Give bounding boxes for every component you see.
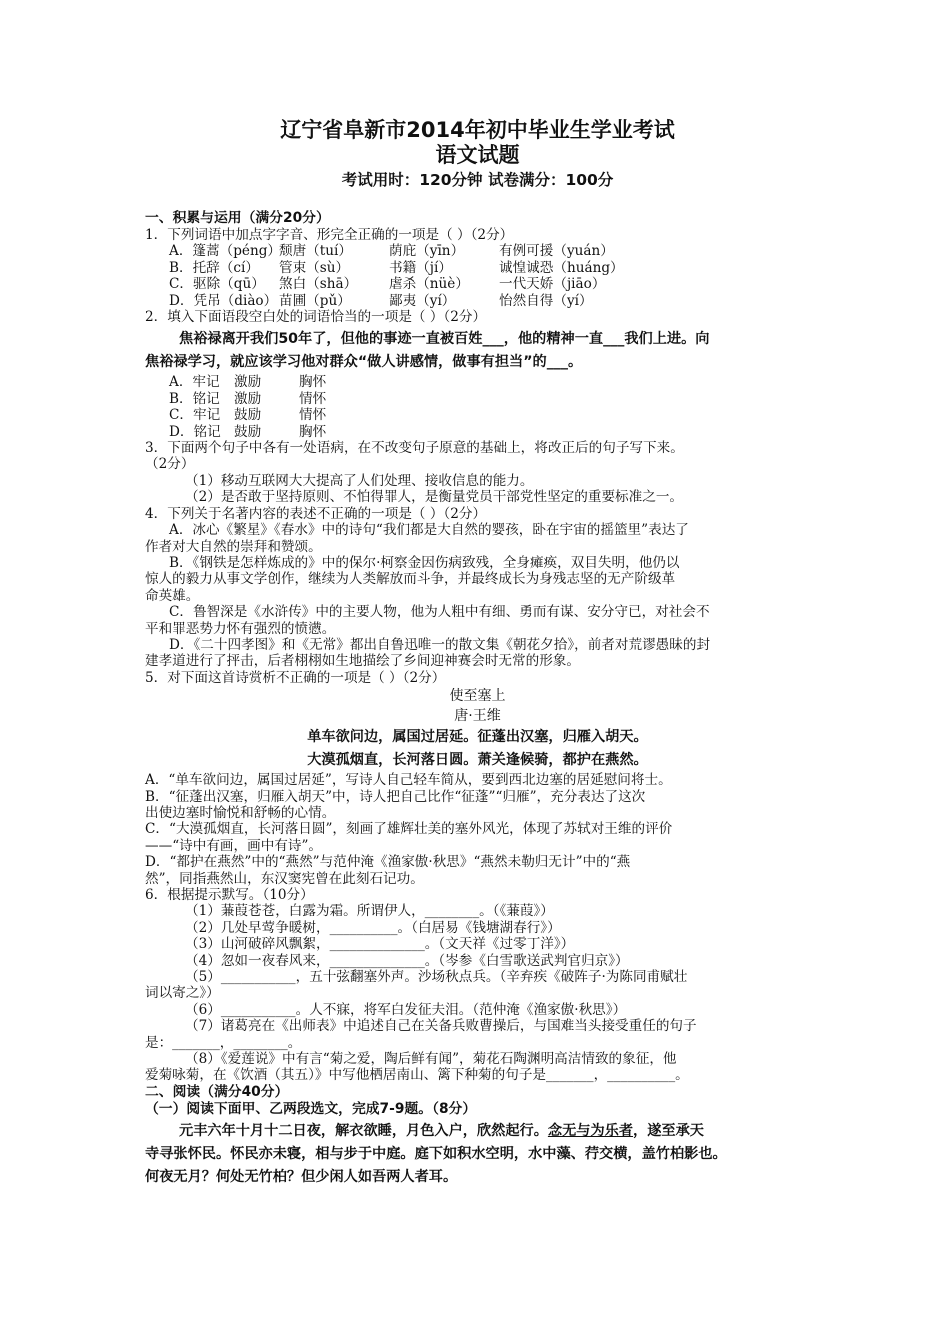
question-4-stem: 4．下列关于名著内容的表述不正确的一项是（ ）（2分） xyxy=(145,505,487,522)
q1-option-a xyxy=(145,243,810,259)
question-6-stem: 6．根据提示默写。（10分） xyxy=(145,887,314,903)
poem-line-2: 大漠孤烟直，长河落日圆。萧关逢候骑，都护在燕然。 xyxy=(307,752,648,769)
q2-a-2: 激励 xyxy=(234,374,262,391)
reading-passage-line-3: 何夜无月？何处无竹柏？但少闲人如吾两人者耳。 xyxy=(145,1168,458,1185)
section-2-heading: 二、阅读（满分40分） xyxy=(145,1083,289,1100)
q2-d-3: 胸怀 xyxy=(299,423,327,440)
q2-b-3: 情怀 xyxy=(299,390,327,407)
exam-meta: 考试用时：120分钟 试卷满分：100分 xyxy=(341,171,614,189)
section-heading: 一、积累与运用（满分20分） xyxy=(145,210,330,226)
q1-c-1: C．驱除（qū） xyxy=(169,276,265,293)
q3-sentence-1: （1）移动互联网大大提高了人们处理、接收信息的能力。 xyxy=(185,472,534,489)
q2-b-1: B．铭记 xyxy=(169,390,220,407)
q2-c-2: 鼓励 xyxy=(234,407,262,424)
q5-option-c-line-2: ——“诗中有画，画中有诗”。 xyxy=(145,837,323,854)
q1-option-d xyxy=(145,293,810,309)
q1-a-3: 荫庇（yīn） xyxy=(389,243,465,260)
question-3-stem: 3．下面两个句子中各有一处语病，在不改变句子原意的基础上，将改正后的句子写下来。 xyxy=(145,440,684,457)
q6-item-8-line-1: （8）《爱莲说》中有言“菊之爱，陶后鲜有闻”，菊花石陶渊明高洁情致的象征，他 xyxy=(185,1051,677,1068)
q5-option-b-line-1: B．“征蓬出汉塞，归雁入胡天”中，诗人把自己比作“征蓬”“归雁”，充分表达了这次 xyxy=(145,788,646,805)
q2-c-3: 情怀 xyxy=(299,407,327,424)
q2-option-d xyxy=(145,424,810,440)
q1-b-4: 诚惶诚恐（huáng） xyxy=(499,259,624,276)
q5-option-b-line-2: 出使边塞时愉悦和舒畅的心情。 xyxy=(145,804,336,821)
q1-b-3: 书籍（jí） xyxy=(389,259,452,276)
q4-option-c-line-2: 平和罪恶势力怀有强烈的愤懑。 xyxy=(145,620,336,637)
q3-sentence-2: （2）是否敢于坚持原则、不怕得罪人，是衡量党员干部党性坚定的重要标准之一。 xyxy=(185,489,684,506)
q6-item-7-line-1: （7）诸葛亮在《出师表》中追述自己在关备兵败曹操后，与国难当头接受重任的句子 xyxy=(185,1018,697,1035)
q5-option-d-line-1: D．“都护在燕然”中的“燕然”与范仲淹《渔家傲·秋思》“燕然未勒归无计”中的“燕 xyxy=(145,854,631,871)
q6-item-1: （1）蒹葭苍苍，白露为霜。所谓伊人，________。（《蒹葭》） xyxy=(185,903,554,920)
q1-b-1: B．托辞（cí） xyxy=(169,259,259,276)
q5-option-a: A．“单车欲问边，属国过居延”，写诗人自己轻车简从，要到西北边塞的居延慰问将士。 xyxy=(145,772,672,789)
q6-item-5-line-2: 词以寄之》） xyxy=(145,985,220,1002)
q1-a-4: 有例可援（yuán） xyxy=(499,243,614,260)
question-1-stem: 1．下列词语中加点字字音、形完全正确的一项是（ ）（2分） xyxy=(145,227,514,243)
exam-subtitle: 语文试题 xyxy=(435,143,520,167)
q6-item-5-line-1: （5）___________，五十弦翻塞外声。沙场秋点兵。（辛弃疾《破阵子·为陈同甫赋壮 xyxy=(185,969,688,986)
q6-item-3: （3）山河破碎风飘絮，______________。（文天祥《过零丁洋》） xyxy=(185,936,575,953)
q4-option-a-line-2: 作者对大自然的崇拜和赞颂。 xyxy=(145,538,322,555)
reading-text-a: 元丰六年十月十二日夜，解衣欲睡，月色入户，欣然起行。 xyxy=(179,1122,548,1139)
exam-page xyxy=(145,118,810,1189)
q1-c-2: 煞白（shā） xyxy=(279,276,358,293)
q2-a-1: A．牢记 xyxy=(169,374,220,391)
q4-option-b-line-1: B．《钢铁是怎样炼成的》中的保尔·柯察金因伤病致残，全身瘫痪，双目失明，他仍以 xyxy=(169,554,680,571)
question-3-points: （2分） xyxy=(145,456,195,473)
poem-line-1: 单车欲问边，属国过居延。征蓬出汉塞，归雁入胡天。 xyxy=(307,729,648,746)
q2-option-c xyxy=(145,407,810,423)
q1-a-2: 颓唐（tuí） xyxy=(279,243,352,260)
q1-d-2: 苗圃（pǔ） xyxy=(279,292,351,309)
q2-option-a xyxy=(145,374,810,390)
q2-d-2: 鼓励 xyxy=(234,423,262,440)
q4-option-d-line-1: D．《二十四孝图》和《无常》都出自鲁迅唯一的散文集《朝花夕拾》，前者对荒谬愚昧的封 xyxy=(169,636,711,653)
reading-passage-line-2: 寺寻张怀民。怀民亦未寝，相与步于中庭。庭下如积水空明，水中藻、荇交横，盖竹柏影也。 xyxy=(145,1145,727,1162)
reading-text-b: ，遂至承天 xyxy=(633,1122,704,1139)
q4-option-a-line-1: A．冰心《繁星》《春水》中的诗句“我们都是大自然的婴孩，卧在宇宙的摇篮里”表达了 xyxy=(169,522,689,539)
q5-option-c-line-1: C．“大漠孤烟直，长河落日圆”，刻画了雄辉壮美的塞外风光，体现了苏轼对王维的评价 xyxy=(145,821,673,838)
exam-title: 辽宁省阜新市2014年初中毕业生学业考试 xyxy=(280,118,675,142)
reading-1-heading: （一）阅读下面甲、乙两段选文，完成7-9题。（8分） xyxy=(145,1100,477,1117)
q1-c-3: 虐杀（nüè） xyxy=(389,276,469,293)
q2-a-3: 胸怀 xyxy=(299,374,327,391)
q1-d-4: 怡然自得（yí） xyxy=(499,292,593,309)
question-2-stem: 2．填入下面语段空白处的词语恰当的一项是（ ）（2分） xyxy=(145,309,487,326)
reading-passage-line-1 xyxy=(145,1120,810,1143)
q4-option-b-line-3: 命英雄。 xyxy=(145,587,200,604)
q4-option-c-line-1: C．鲁智深是《水浒传》中的主要人物，他为人粗中有细、勇而有谋、安分守已，对社会不 xyxy=(169,604,710,621)
poem-title: 使至塞上 xyxy=(449,688,506,705)
q2-passage-line-1: 焦裕禄离开我们50年了，但他的事迹一直被百姓___，他的精神一直___我们上进。向 xyxy=(179,331,710,348)
q1-d-1: D．凭吊（diào） xyxy=(169,292,278,309)
q2-c-1: C．牢记 xyxy=(169,407,221,424)
question-5-stem: 5．对下面这首诗赏析不正确的一项是（ ）（2分） xyxy=(145,669,446,686)
q1-option-c xyxy=(145,276,810,292)
q1-a-1: A．篷蒿（péng） xyxy=(169,243,281,260)
underlined-phrase: 念无与为乐者 xyxy=(547,1122,634,1139)
q6-item-4: （4）忽如一夜春风来，______________。（岑参《白雪歌送武判官归京》） xyxy=(185,952,629,969)
q5-option-d-line-2: 然”，同指燕然山，东汉窦宪曾在此刻石记功。 xyxy=(145,870,424,887)
q6-item-8-line-2: 爱菊咏菊，在《饮酒（其五）》中写他栖居南山、篱下种菊的句子是_______，__________。 xyxy=(145,1067,689,1084)
q1-b-2: 管束（sù） xyxy=(279,259,350,276)
q6-item-7-line-2: 是：_______，________。 xyxy=(145,1034,302,1051)
poem-author: 唐·王维 xyxy=(454,708,501,725)
q1-d-3: 鄙夷（yí） xyxy=(389,292,456,309)
q2-d-1: D．铭记 xyxy=(169,423,221,440)
q2-option-b xyxy=(145,391,810,407)
q6-item-2: （2）几处早莺争暖树，__________。（白居易《钱塘湖春行》） xyxy=(185,919,561,936)
q1-option-b xyxy=(145,260,810,276)
q2-passage-line-2: 焦裕禄学习，就应该学习他对群众“做人讲感情，做事有担当”的___。 xyxy=(145,354,583,371)
q1-c-4: 一代天娇（jiāo） xyxy=(499,276,606,293)
q6-item-6: （6）___________。人不寐，将军白发征夫泪。（范仲淹《渔家傲·秋思》） xyxy=(185,1001,627,1018)
q2-b-2: 激励 xyxy=(234,390,262,407)
q4-option-b-line-2: 惊人的毅力从事文学创作，继续为人类解放而斗争，并最终成长为身残志坚的无产阶级革 xyxy=(145,571,676,588)
q4-option-d-line-2: 建孝道进行了抨击，后者栩栩如生地描绘了乡间迎神赛会时无常的形象。 xyxy=(145,653,580,670)
